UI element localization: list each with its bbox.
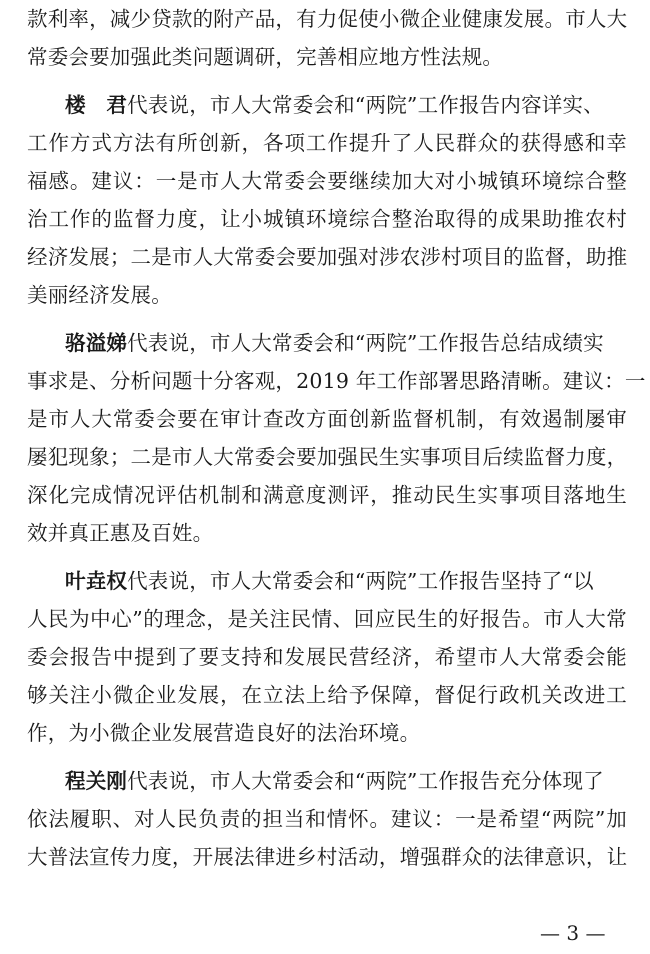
- text-line: 治工作的监督力度，让小城镇环境综合整治取得的成果助推农村: [27, 207, 627, 231]
- text-line: 事求是、分析问题十分客观，2019 年工作部署思路清晰。建议：一: [27, 369, 646, 393]
- paragraph: [27, 762, 627, 876]
- text-line: 作，为小微企业发展营造良好的法治环境。: [27, 721, 421, 745]
- paragraph: [27, 86, 627, 314]
- paragraph: [27, 324, 646, 552]
- text-line: 福感。建议：一是市人大常委会要继续加大对小城镇环境综合整: [27, 169, 627, 193]
- text-line: 依法履职、对人民负责的担当和情怀。建议：一是希望“两院”加: [27, 807, 627, 831]
- text-line: 大普法宣传力度，开展法律进乡村活动，增强群众的法律意识，让: [27, 845, 628, 869]
- text-line: 经济发展；二是市人大常委会要加强对涉农涉村项目的监督，助推: [27, 245, 628, 269]
- speaker-name: 楼 君: [65, 93, 128, 117]
- text-line: 委会报告中提到了要支持和发展民营经济，希望市人大常委会能: [27, 645, 627, 669]
- text-run: 代表说，市人大常委会和“两院”工作报告坚持了“以: [127, 569, 594, 593]
- text-line: 工作方式方法有所创新，各项工作提升了人民群众的获得感和幸: [27, 131, 627, 155]
- text-line: 效并真正惠及百姓。: [27, 521, 214, 545]
- page-number: — 3 —: [540, 921, 606, 945]
- text-line: 屡犯现象；二是市人大常委会要加强民生实事项目后续监督力度，: [27, 445, 628, 469]
- speaker-name: 叶垚权: [65, 569, 128, 593]
- text-line: [27, 324, 627, 362]
- text-line: 人民为中心”的理念，是关注民情、回应民生的好报告。市人大常: [27, 607, 627, 631]
- text-line: [27, 86, 627, 124]
- text-line: [27, 562, 627, 600]
- text-line: [27, 762, 627, 800]
- text-line: 款利率，减少贷款的附产品，有力促使小微企业健康发展。市人大: [27, 7, 628, 31]
- text-line: 是市人大常委会要在审计查改方面创新监督机制，有效遏制屡审: [27, 407, 627, 431]
- text-run: 代表说，市人大常委会和“两院”工作报告内容详实、: [127, 93, 604, 117]
- text-line: 常委会要加强此类问题调研，完善相应地方性法规。: [27, 45, 504, 69]
- text-run: 代表说，市人大常委会和“两院”工作报告充分体现了: [127, 769, 604, 793]
- text-run: 代表说，市人大常委会和“两院”工作报告总结成绩实: [127, 331, 604, 355]
- text-line: 美丽经济发展。: [27, 283, 172, 307]
- text-line: 深化完成情况评估机制和满意度测评，推动民生实事项目落地生: [27, 483, 627, 507]
- speaker-name: 骆溢娣: [65, 331, 128, 355]
- text-line: 够关注小微企业发展，在立法上给予保障，督促行政机关改进工: [27, 683, 627, 707]
- paragraph: [27, 562, 627, 752]
- document-page: [27, 0, 646, 876]
- speaker-name: 程关刚: [65, 769, 128, 793]
- paragraph: [27, 0, 627, 76]
